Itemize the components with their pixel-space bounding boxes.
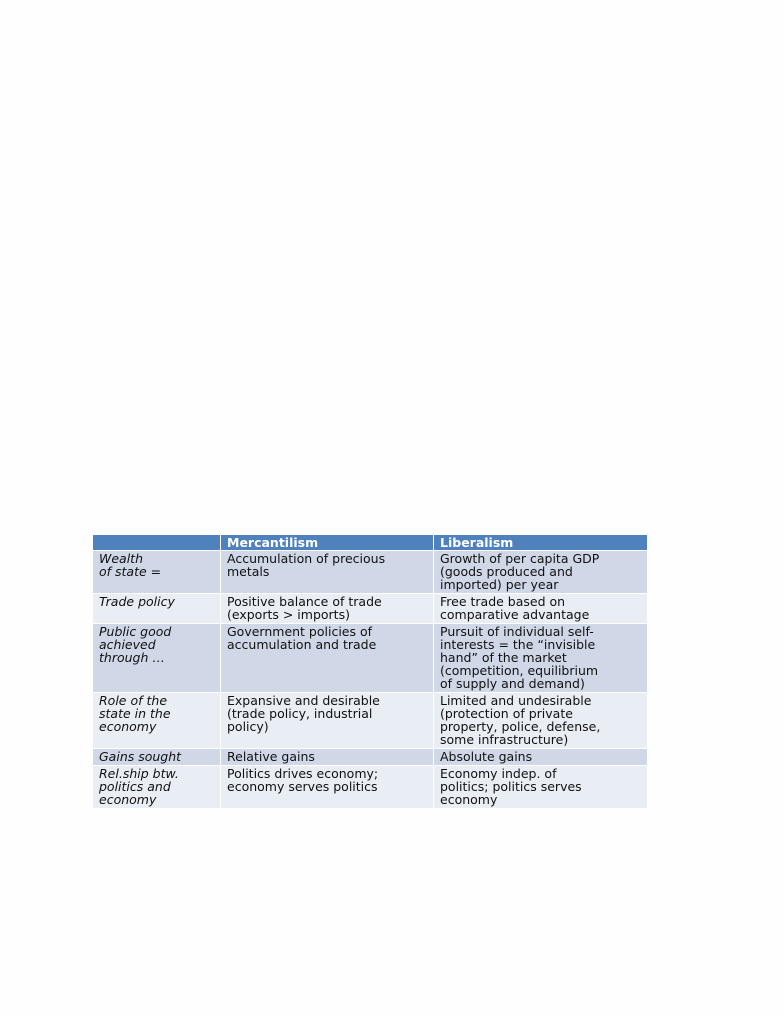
row-label: Trade policy [93, 594, 221, 624]
liberalism-cell: Pursuit of individual self- interests = the “invisible hand” of the market (competition, equilibrium of supply and demand) [434, 624, 648, 693]
mercantilism-cell: Expansive and desirable (trade policy, industrial policy) [221, 693, 434, 749]
table-row [93, 693, 648, 749]
table-header-row [93, 535, 648, 551]
table-row [93, 551, 648, 594]
liberalism-cell: Absolute gains [434, 749, 648, 766]
row-label: Rel.ship btw. politics and economy [93, 766, 221, 809]
comparison-table [92, 534, 648, 809]
mercantilism-cell: Relative gains [221, 749, 434, 766]
liberalism-cell: Growth of per capita GDP (goods produced and imported) per year [434, 551, 648, 594]
row-label: Gains sought [93, 749, 221, 766]
row-label: Public good achieved through … [93, 624, 221, 693]
table-row [93, 594, 648, 624]
row-label: Role of the state in the economy [93, 693, 221, 749]
mercantilism-cell: Positive balance of trade (exports > imports) [221, 594, 434, 624]
table-row [93, 624, 648, 693]
mercantilism-cell: Government policies of accumulation and trade [221, 624, 434, 693]
mercantilism-cell: Politics drives economy; economy serves politics [221, 766, 434, 809]
mercantilism-cell: Accumulation of precious metals [221, 551, 434, 594]
table-row [93, 766, 648, 809]
liberalism-cell: Free trade based on comparative advantage [434, 594, 648, 624]
row-label: Wealth of state = [93, 551, 221, 594]
header-liberalism: Liberalism [434, 535, 648, 551]
header-empty-cell [93, 535, 221, 551]
liberalism-cell: Limited and undesirable (protection of private property, police, defense, some infrastructure) [434, 693, 648, 749]
table-row [93, 749, 648, 766]
liberalism-cell: Economy indep. of politics; politics serves economy [434, 766, 648, 809]
header-mercantilism: Mercantilism [221, 535, 434, 551]
